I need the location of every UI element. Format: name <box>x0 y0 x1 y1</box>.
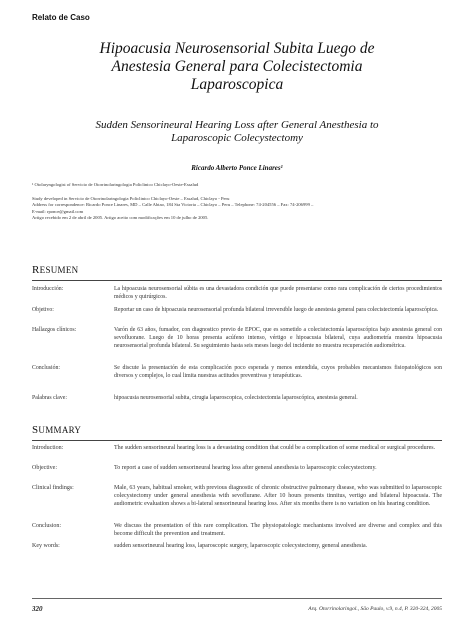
row-label: Hallazgos clínicos: <box>32 327 77 333</box>
resumen-row-objetivo <box>32 306 442 314</box>
row-text: hipoacusia neurosensorial subita, cirugia laparoscopica, colecistectomia laparoscópica, anestesia general. <box>114 395 358 401</box>
title-line: Laparoscopica <box>190 76 284 93</box>
email-address: E-mail: rponce@gmail.com <box>32 208 84 214</box>
resumen-row-conclusion <box>32 364 442 380</box>
row-label: Objetivo: <box>32 307 54 313</box>
subtitle-line: Sudden Sensorineural Hearing Loss after General Anesthesia to <box>95 119 379 131</box>
heading-rest: ESUMEN <box>39 265 79 275</box>
subtitle-line: Laparoscopic Colecystectomy <box>171 132 303 144</box>
author-affiliation: ¹ Otolaryngologist of Servicio de Otorrinolaringologia Policlinico Chiclayo-Oeste-Essalud <box>32 182 199 187</box>
row-label: Palabras clave: <box>32 395 67 401</box>
correspondence-address: Address for correspondence: Ricardo Ponce Linares, MD – Calle Abtao, 184 Sta Victoria – Chiclayo – Peru – Telephone: 74-204556 – Fax: 74-206999 – <box>32 202 314 208</box>
resumen-divider <box>32 280 442 281</box>
received-accepted-dates: Artigo recebido em 2 de abril de 2005. Artigo aceito com modificações em 10 de julho de 2005. <box>32 215 209 221</box>
row-label: Key words: <box>32 543 60 549</box>
heading-rest: UMMARY <box>38 425 82 435</box>
journal-citation: Arq. Otorrinolaringol., São Paulo, v.9, n.4, P. 320-324, 2005 <box>308 606 442 612</box>
row-text: To report a case of sudden sensorineural hearing loss after general anesthesia to laparoscopic colecystectomy. <box>114 465 377 471</box>
row-text: Reportar un caso de hipoacusia neurosensorial profunda bilateral irreversible luego de anestesia general para colecistectomía laparoscópica. <box>114 307 439 313</box>
summary-row-key-words <box>32 542 442 550</box>
row-text: La hipoacusia neurosensorial súbita es una devastadora condición que puede presentarse como rara complicación de ciertos procedimientos médicos y quirúrgicos. <box>114 286 442 300</box>
resumen-heading <box>32 264 78 276</box>
title-line: Hipoacusia Neurosensorial Subita Luego de <box>99 40 375 57</box>
page-number: 320 <box>32 605 43 613</box>
summary-row-clinical-findings <box>32 484 442 508</box>
row-label: Introduction: <box>32 445 64 451</box>
row-text: Varón de 63 años, fumador, con diagnostico previo de EPOC, que es sometido a colecistectomía laparoscópica bajo anestesia general con sevofluorane. Luego de 10 horas presenta acúfeno intenso, vértigo e hipoacusia bilateral, cuya audiometría muestra hipoacusia neurosensorial profunda bilateral. Su seguimiento hasta seis meses luego del incidente no muestra recuperación audiométrica. <box>114 327 442 349</box>
resumen-row-palabras-clave <box>32 394 442 402</box>
resumen-row-introduccion <box>32 285 442 301</box>
row-label: Introducción: <box>32 286 64 292</box>
row-label: Clinical findings: <box>32 485 74 491</box>
summary-row-objective <box>32 464 442 472</box>
article-subtitle <box>40 119 434 145</box>
footer-divider <box>32 598 442 599</box>
row-label: Conclusion: <box>32 523 62 529</box>
summary-divider <box>32 440 442 441</box>
row-text: Se discute la presentación de esta complicación poco esperada y menos entendida, cuyos probables mecanismos fisiopatológicos son diversos y complejos, lo cual limita nuestras actitudes preventivas y terapéuticas. <box>114 365 442 379</box>
article-title <box>40 40 434 94</box>
row-text: We discuss the presentation of this rare complication. The physiopatologic mechanisms involved are diverse and complex and this become difficult the prevention and treatment. <box>114 523 442 537</box>
summary-row-conclusion <box>32 522 442 538</box>
row-label: Conclusión: <box>32 365 61 371</box>
resumen-row-hallazgos <box>32 326 442 350</box>
row-label: Objective: <box>32 465 57 471</box>
heading-initial: S <box>32 424 39 436</box>
summary-row-introduction <box>32 444 442 452</box>
row-text: sudden sensorineural hearing loss, laparoscopic surgery, laparoscopic colecystectomy, general anesthesia. <box>114 543 368 549</box>
summary-heading <box>32 424 81 436</box>
row-text: Male, 63 years, habitual smoker, with previous diagnostic of chronic obstructive pulmonary disease, who was submitted to laparoscopic colecystectomy under general anesthesia with sevoflurane. After 10 hours presents tinnitus, vertigo and bilateral hipoacusia. The audiometric evaluation shows a bi-lateral sensorineural hearing loss. After six months there is no variation on his hearing condition. <box>114 485 442 507</box>
row-text: The sudden sensorineural hearing loss is a devastating condition that could be a complication of some medical or surgical procedures. <box>114 445 436 451</box>
heading-initial: R <box>32 264 40 276</box>
title-line: Anestesia General para Colecistectomia <box>111 58 363 75</box>
article-metadata <box>32 196 442 222</box>
study-location: Study developed in Servicio de Otorrinolaringologia Policlinico Chiclayo-Oeste – Essalud, Chiclayo - Peru <box>32 196 230 201</box>
author-name: Ricardo Alberto Ponce Linares¹ <box>191 164 283 172</box>
section-tag: Relato de Caso <box>32 13 90 22</box>
